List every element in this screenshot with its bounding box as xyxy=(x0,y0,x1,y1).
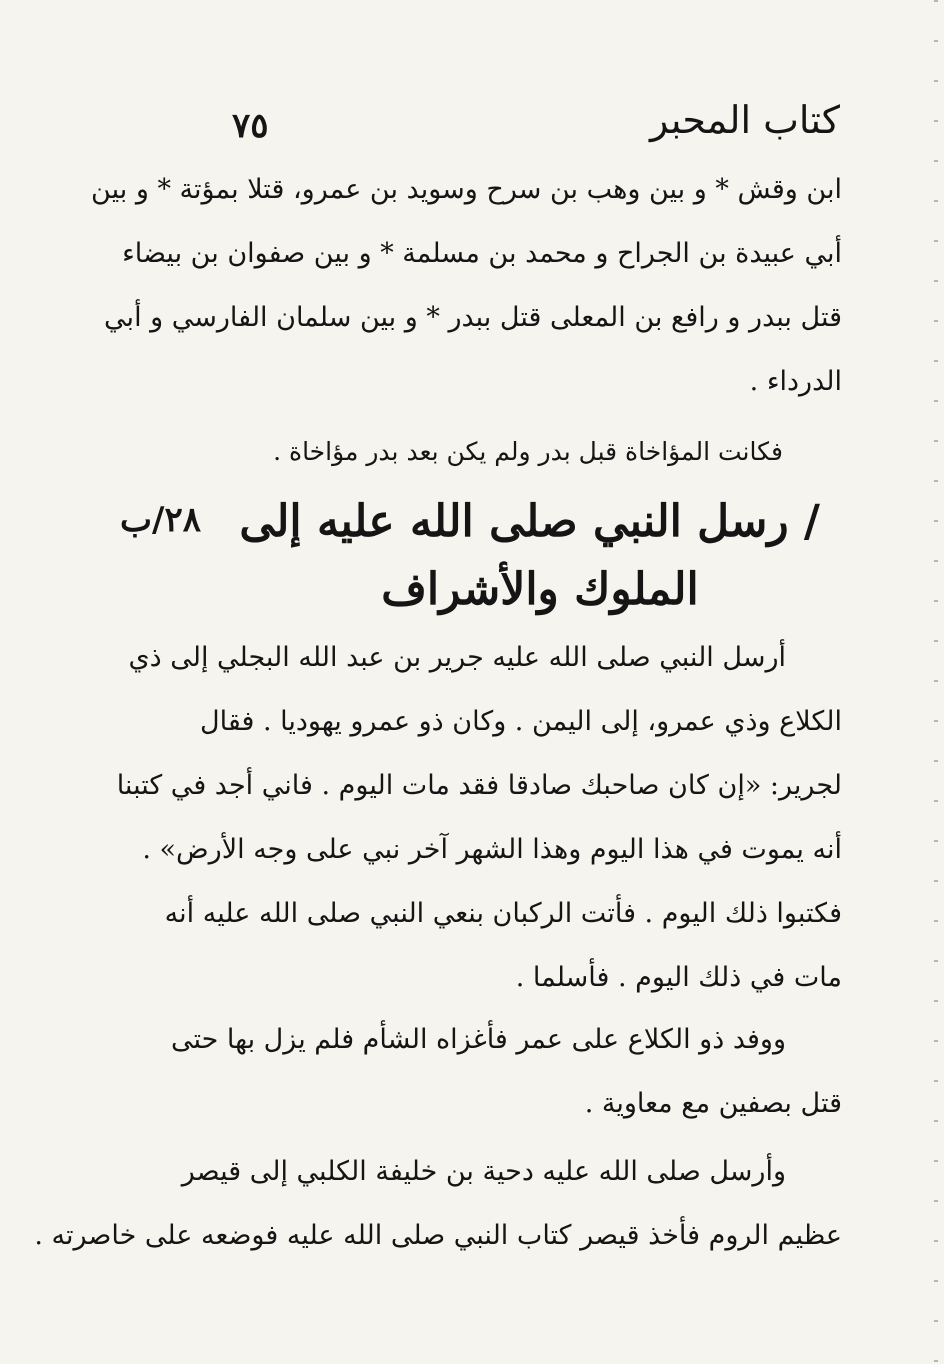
section-heading xyxy=(239,488,820,624)
paragraph-dihya-caesar xyxy=(34,1140,842,1268)
text-line: عظيم الروم فأخذ قيصر كتاب النبي صلى الله عليه فوضعه على خاصرته . xyxy=(34,1220,842,1251)
section-heading-line: / رسل النبي صلى الله عليه إلى xyxy=(239,496,820,547)
page-number: ٧٥ xyxy=(232,106,269,146)
page-edge-marks xyxy=(934,0,938,1364)
text-line: لجرير: «إن كان صاحبك صادقا فقد مات اليوم . فاني أجد في كتبنا xyxy=(116,770,842,801)
text-line: قتل ببدر و رافع بن المعلى قتل ببدر * و بين سلمان الفارسي و أبي xyxy=(104,302,842,333)
text-line: وأرسل صلى الله عليه دحية بن خليفة الكلبي إلى قيصر xyxy=(181,1156,786,1187)
text-line: ووفد ذو الكلاع على عمر فأغزاه الشأم فلم يزل بها حتى xyxy=(170,1024,786,1055)
text-line: مات في ذلك اليوم . فأسلما . xyxy=(515,962,842,993)
running-header-title: كتاب المحبر xyxy=(649,98,840,142)
paragraph-dhu-al-kala xyxy=(170,1008,842,1136)
text-line: الكلاع وذي عمرو، إلى اليمن . وكان ذو عمرو يهوديا . فقال xyxy=(199,706,842,737)
manuscript-folio-reference: ٢٨/ب xyxy=(120,500,201,540)
top-paragraph xyxy=(91,158,842,414)
section-heading-line: الملوك والأشراف xyxy=(381,564,699,615)
text-line: أنه يموت في هذا اليوم وهذا الشهر آخر نبي على وجه الأرض» . xyxy=(142,834,842,865)
text-line: أرسل النبي صلى الله عليه جرير بن عبد الله البجلي إلى ذي xyxy=(128,642,786,673)
text-line: قتل بصفين مع معاوية . xyxy=(584,1088,842,1119)
text-line: الدرداء . xyxy=(749,366,842,397)
paragraph-envoys-yemen xyxy=(116,626,842,1010)
text-line: ابن وقش * و بين وهب بن سرح وسويد بن عمرو، قتلا بمؤتة * و بين xyxy=(91,174,842,205)
text-line: أبي عبيدة بن الجراح و محمد بن مسلمة * و بين صفوان بن بيضاء xyxy=(122,238,842,269)
text-line: فكتبوا ذلك اليوم . فأتت الركبان بنعي النبي صلى الله عليه أنه xyxy=(164,898,842,929)
centered-note: فكانت المؤاخاة قبل بدر ولم يكن بعد بدر مؤاخاة . xyxy=(273,437,783,466)
